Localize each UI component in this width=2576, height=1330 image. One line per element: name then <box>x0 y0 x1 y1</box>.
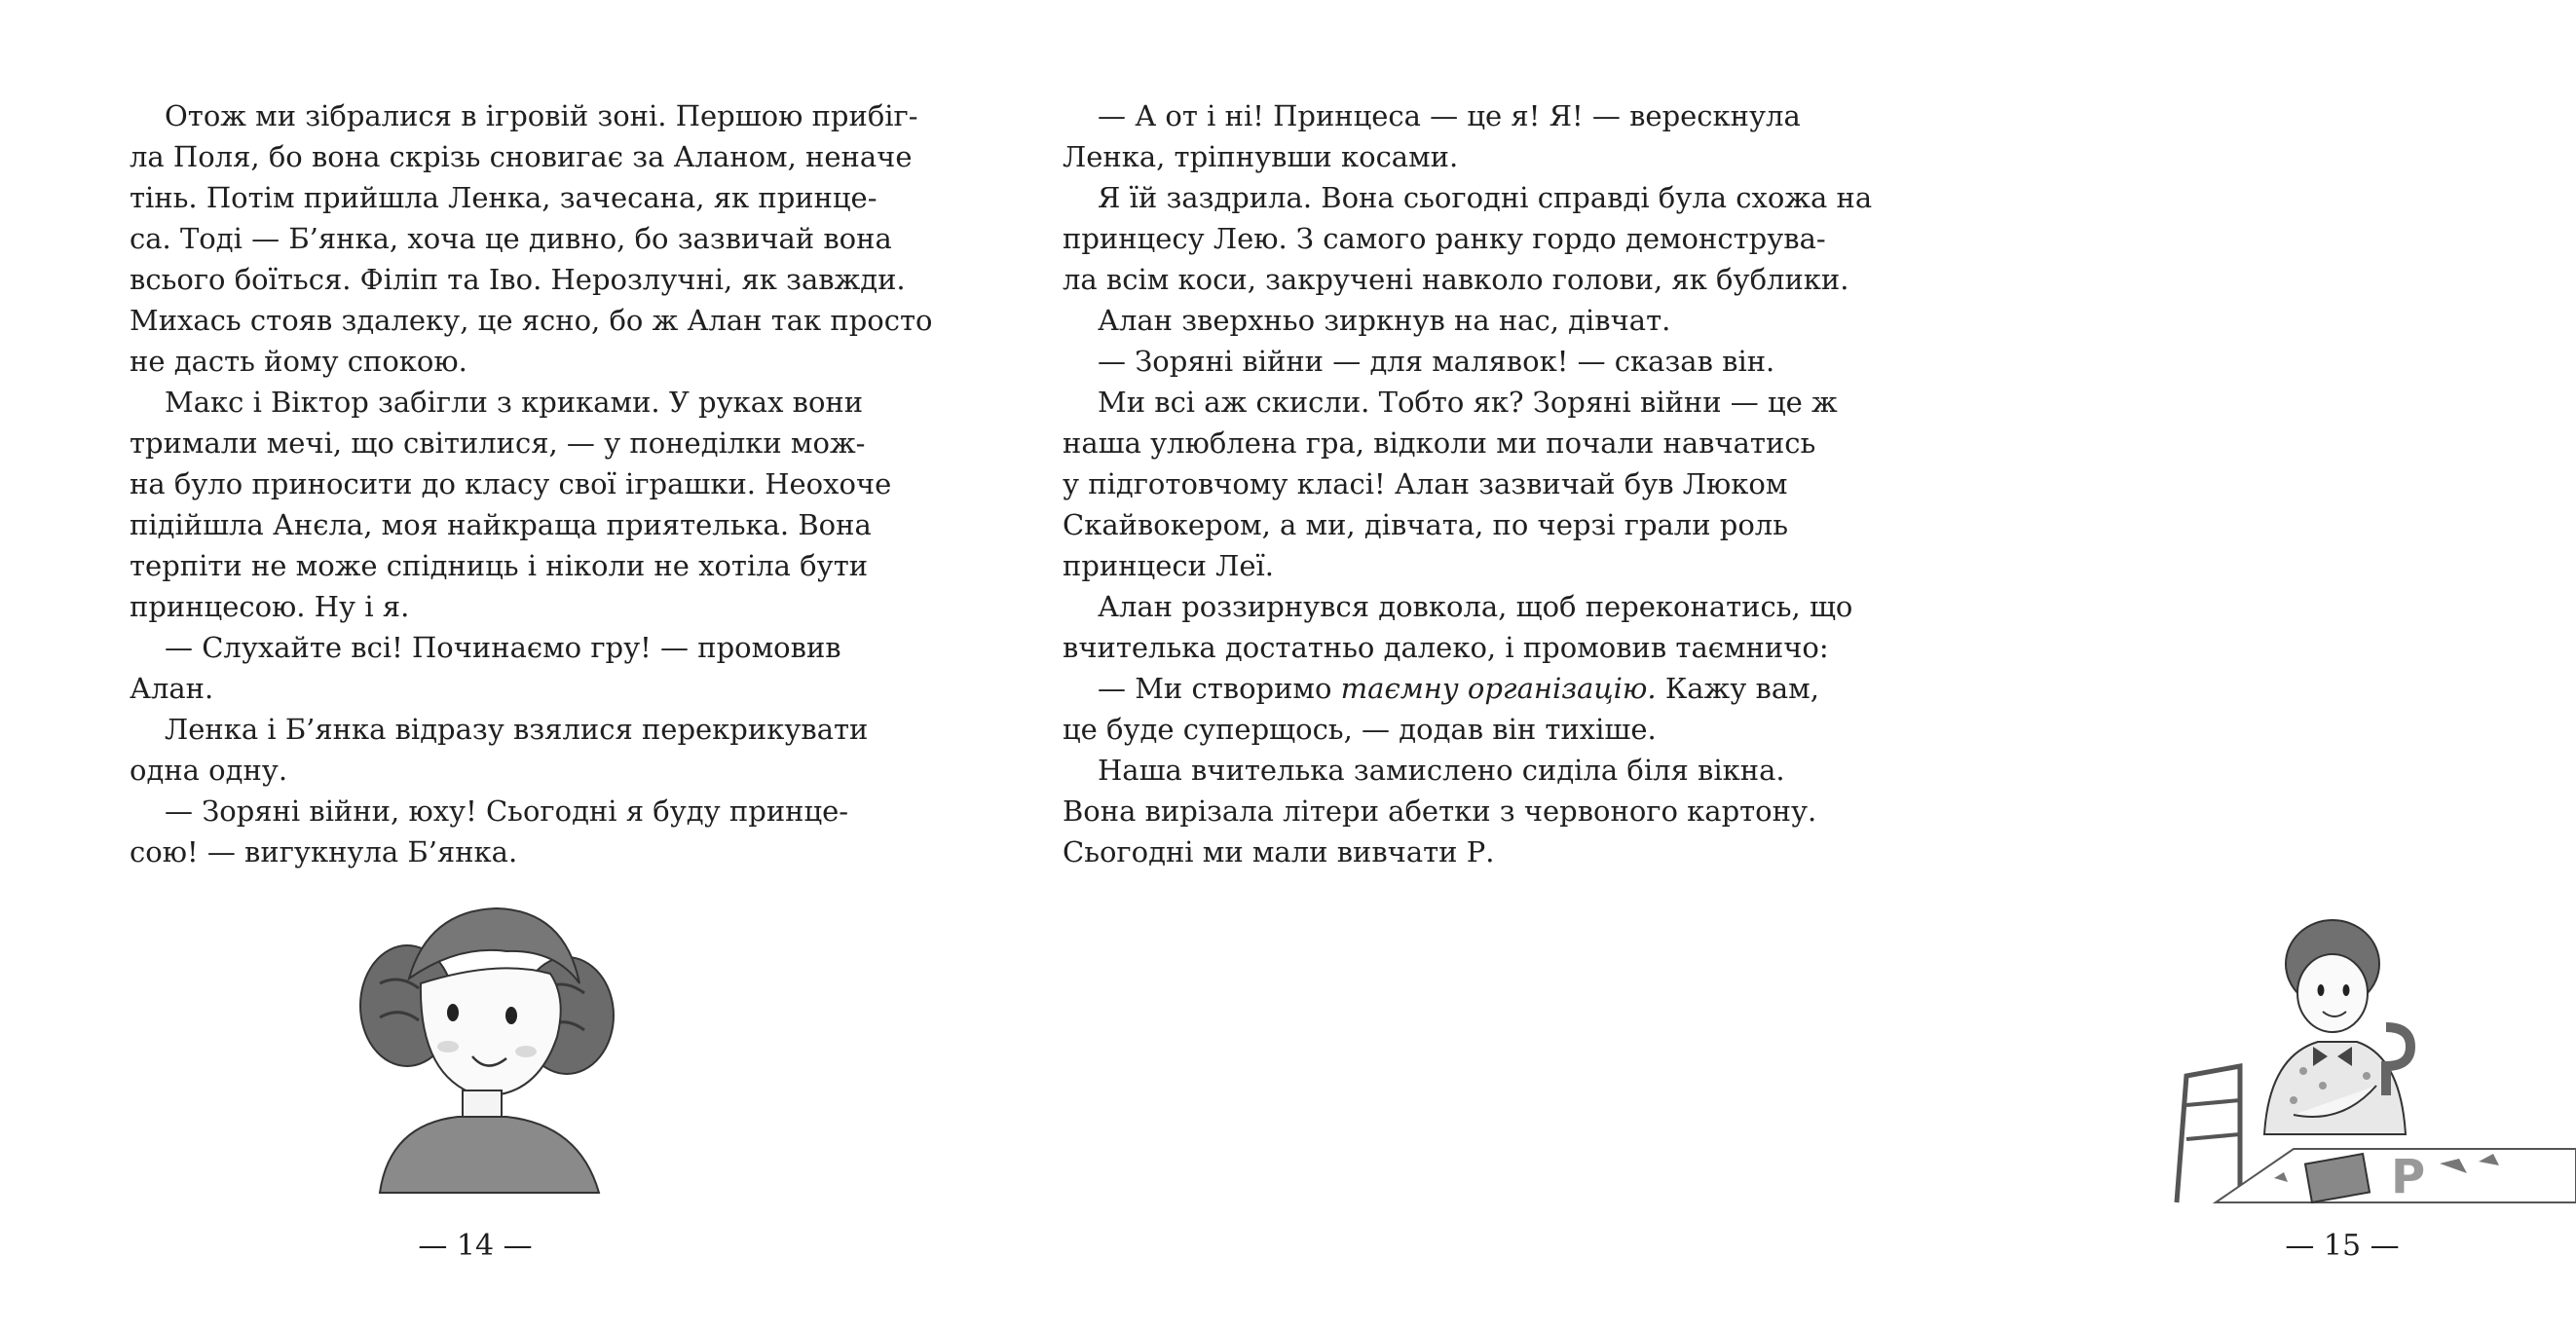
text-line: Ленка, тріпнувши косами. <box>1063 140 1459 173</box>
text-line: са. Тоді — Б’янка, хоча це дивно, бо зазвичай вона <box>130 222 892 255</box>
text-line: тінь. Потім прийшла Ленка, зачесана, як принце- <box>130 181 877 214</box>
italic-phrase: таємну організацію. <box>1340 672 1657 705</box>
text-segment: Кажу вам, <box>1656 672 1819 705</box>
text-segment: — Ми створимо <box>1098 672 1341 705</box>
right-page <box>935 0 2426 1330</box>
text-line <box>1063 668 1819 709</box>
text-line: підійшла Анєла, моя найкраща приятелька. Вона <box>130 508 872 541</box>
text-line: терпіти не може спідниць і ніколи не хотіла бути <box>130 549 869 582</box>
girl-cutting-letters-icon <box>2147 910 2576 1202</box>
text-line: Алан зверхньо зиркнув на нас, дівчат. <box>1098 304 1671 337</box>
page-number: — 15 — <box>2285 1229 2400 1263</box>
text-line: принцесою. Ну і я. <box>130 590 410 623</box>
text-line: всього боїться. Філіп та Іво. Нерозлучні, як завжди. <box>130 263 906 296</box>
text-line: Вона вирізала літери абетки з червоного картону. <box>1063 794 1817 828</box>
text-line: Алан роззирнувся довкола, щоб переконатись, що <box>1098 590 1853 623</box>
text-line: — Зоряні війни — для малявок! — сказав він. <box>1098 345 1775 378</box>
text-line: принцесу Лею. З самого ранку гордо демонструва- <box>1063 222 1826 255</box>
text-line: у підготовчому класі! Алан зазвичай був Люком <box>1063 467 1788 500</box>
text-line: це буде суперщось, — додав він тихіше. <box>1063 713 1657 746</box>
text-line: Отож ми зібралися в ігровій зоні. Першою прибіг- <box>165 99 918 132</box>
text-line: Ленка і Б’янка відразу взялися перекрикувати <box>165 713 869 746</box>
text-line: — Зоряні війни, юху! Сьогодні я буду принце- <box>165 794 849 828</box>
svg-text:P: P <box>2391 1150 2426 1204</box>
text-line: Алан. <box>130 672 214 705</box>
text-line: Макс і Віктор забігли з криками. У руках вони <box>165 386 864 419</box>
text-line: ла всім коси, закручені навколо голови, як бублики. <box>1063 263 1849 296</box>
text-line: одна одну. <box>130 754 288 787</box>
left-page-text <box>130 95 933 872</box>
text-line: Михась стояв здалеку, це ясно, бо ж Алан так просто <box>130 304 933 337</box>
text-line: Ми всі аж скисли. Тобто як? Зоряні війни — це ж <box>1098 386 1838 419</box>
text-line: ла Поля, бо вона скрізь сновигає за Аланом, неначе <box>130 140 913 173</box>
text-line: принцеси Леї. <box>1063 549 1275 582</box>
girl-with-bun-hairstyle-icon <box>351 891 643 1193</box>
text-line: — Слухайте всі! Починаємо гру! — промовив <box>165 631 841 664</box>
text-line: Наша вчителька замислено сиділа біля вікна. <box>1098 754 1785 787</box>
text-line: Сьогодні ми мали вивчати Р. <box>1063 835 1495 868</box>
right-page-text <box>1063 95 1873 872</box>
text-line: сою! — вигукнула Б’янка. <box>130 835 518 868</box>
text-line: вчителька достатньо далеко, і промовив таємничо: <box>1063 631 1829 664</box>
page-number: — 14 — <box>418 1229 533 1263</box>
text-line: на було приносити до класу свої іграшки. Неохоче <box>130 467 892 500</box>
text-line: Скайвокером, а ми, дівчата, по черзі грали роль <box>1063 508 1789 541</box>
text-line: наша улюблена гра, відколи ми почали навчатись <box>1063 426 1816 460</box>
text-line: — А от і ні! Принцеса — це я! Я! — верескнула <box>1098 99 1801 132</box>
text-line: Я їй заздрила. Вона сьогодні справді була схожа на <box>1098 181 1873 214</box>
left-page <box>0 0 935 1330</box>
text-line: тримали мечі, що світилися, — у понеділки мож- <box>130 426 866 460</box>
text-line: не дасть йому спокою. <box>130 345 467 378</box>
